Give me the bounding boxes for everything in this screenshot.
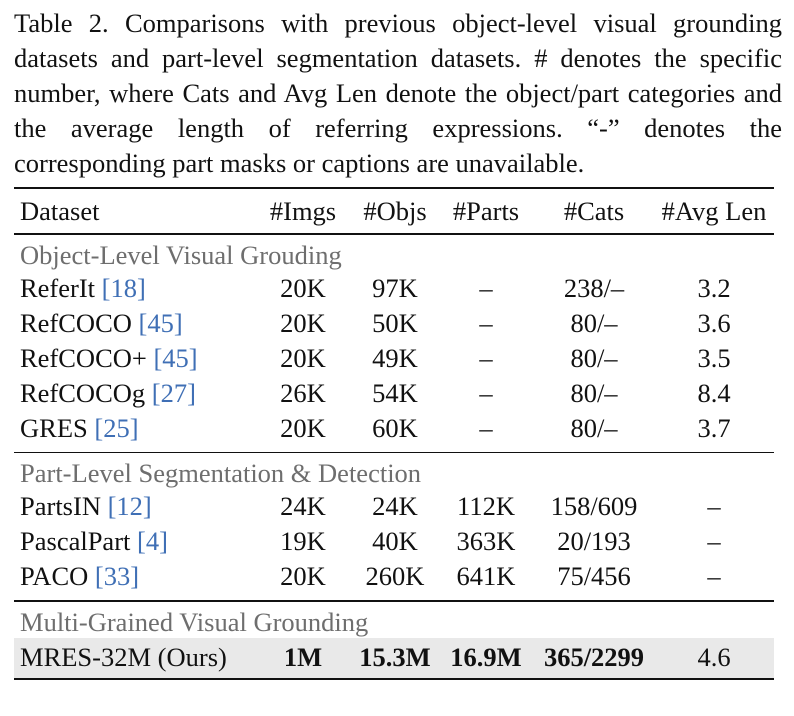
dataset-name: ReferIt: [20, 272, 102, 303]
cell-parts: –: [479, 412, 493, 443]
cell-cats: 80/–: [570, 377, 618, 408]
table-row: [14, 524, 774, 559]
header-dataset: Dataset: [20, 195, 100, 226]
dataset-name: RefCOCO: [20, 307, 139, 338]
citation-link[interactable]: [27]: [151, 377, 196, 408]
citation-link[interactable]: [45]: [153, 342, 198, 373]
cell-imgs: 24K: [280, 491, 326, 521]
dataset-name: PascalPart: [20, 526, 138, 556]
section-title-multi-grained: Multi-Grained Visual Grounding: [20, 606, 369, 637]
table-row: [14, 271, 774, 306]
cell-dataset: [14, 343, 254, 374]
cell-imgs: 20K: [280, 342, 326, 373]
table-row: [14, 489, 774, 524]
cell-objs: 40K: [372, 526, 418, 556]
cell-cats: 80/–: [570, 412, 618, 443]
cell-imgs: 20K: [280, 272, 326, 303]
cell-parts: –: [479, 377, 493, 408]
cell-objs: 60K: [372, 412, 418, 443]
dataset-name: MRES-32M (Ours): [20, 642, 227, 672]
cell-objs: 260K: [365, 561, 425, 591]
cell-avg-len: 3.2: [697, 272, 731, 303]
cell-objs: 24K: [372, 491, 418, 521]
cell-imgs: 1M: [283, 642, 323, 672]
table-row: [14, 411, 774, 446]
cell-parts: 641K: [456, 561, 516, 591]
table-row: [14, 306, 774, 341]
cell-objs: 54K: [372, 377, 418, 408]
header-parts: #Parts: [452, 195, 520, 226]
citation-link[interactable]: [12]: [107, 491, 152, 521]
citation-link[interactable]: [45]: [138, 307, 183, 338]
cell-avg-len: –: [707, 491, 721, 521]
cell-avg-len: –: [707, 561, 721, 591]
cell-imgs: 20K: [280, 412, 326, 443]
cell-objs: 15.3M: [359, 642, 431, 672]
header-avg-len: #Avg Len: [661, 195, 767, 226]
cell-dataset: [14, 413, 254, 444]
table-header-row: [14, 189, 774, 233]
dataset-name: GRES: [20, 412, 95, 443]
dataset-name: PartsIN: [20, 491, 108, 521]
cell-dataset: [14, 642, 254, 673]
table-row: [14, 376, 774, 411]
cell-cats: 80/–: [570, 307, 618, 338]
section-title-part-level: Part-Level Segmentation & Detection: [20, 458, 422, 488]
bottom-rule: [14, 678, 774, 680]
cell-avg-len: –: [707, 526, 721, 556]
cell-avg-len: 3.6: [697, 307, 731, 338]
cell-objs: 49K: [372, 342, 418, 373]
citation-link[interactable]: [33]: [94, 561, 140, 591]
cell-dataset: [14, 273, 254, 304]
header-cats: #Cats: [563, 195, 625, 226]
header-objs: #Objs: [363, 195, 427, 226]
cell-imgs: 20K: [280, 307, 326, 338]
cell-dataset: [14, 308, 254, 339]
citation-link[interactable]: [25]: [94, 412, 139, 443]
cell-cats: 238/–: [563, 272, 625, 303]
cell-parts: 16.9M: [450, 642, 522, 672]
cell-parts: –: [479, 307, 493, 338]
cell-dataset: [14, 526, 254, 557]
cell-imgs: 19K: [280, 526, 326, 556]
cell-objs: 97K: [372, 272, 418, 303]
table-row: [14, 559, 774, 594]
table-caption: Table 2. Comparisons with previous object-level visual grounding datasets and part-level segmentation datasets. # denotes the specific number, where Cats and Avg Len denote the object/part categories and the average length of referring expressions. “-” denotes the corresponding part masks or captions are unavailable.: [14, 8, 782, 178]
cell-cats: 80/–: [570, 342, 618, 373]
cell-parts: –: [479, 342, 493, 373]
cell-cats: 20/193: [557, 526, 631, 556]
cell-dataset: [14, 491, 254, 522]
dataset-name: RefCOCO+: [20, 342, 154, 373]
dataset-name: RefCOCOg: [20, 377, 152, 408]
table-row-ours: [14, 638, 774, 678]
header-imgs: #Imgs: [269, 195, 337, 226]
cell-avg-len: 8.4: [697, 377, 731, 408]
citation-link[interactable]: [4]: [137, 526, 168, 556]
cell-cats: 158/609: [550, 491, 638, 521]
cell-dataset: [14, 561, 254, 592]
cell-avg-len: 3.7: [697, 412, 731, 443]
section-title-object-level: Object-Level Visual Grouding: [20, 239, 342, 270]
cell-parts: 363K: [456, 526, 516, 556]
dataset-name: PACO: [20, 561, 95, 591]
cell-cats: 365/2299: [543, 642, 645, 672]
citation-link[interactable]: [18]: [101, 272, 146, 303]
comparison-table: [14, 187, 774, 680]
cell-avg-len: 4.6: [697, 642, 731, 672]
cell-avg-len: 3.5: [697, 342, 731, 373]
cell-imgs: 26K: [280, 377, 326, 408]
cell-imgs: 20K: [280, 561, 326, 591]
table-row: [14, 341, 774, 376]
cell-dataset: [14, 378, 254, 409]
cell-objs: 50K: [372, 307, 418, 338]
cell-cats: 75/456: [557, 561, 631, 591]
cell-parts: –: [479, 272, 493, 303]
cell-parts: 112K: [457, 491, 515, 521]
